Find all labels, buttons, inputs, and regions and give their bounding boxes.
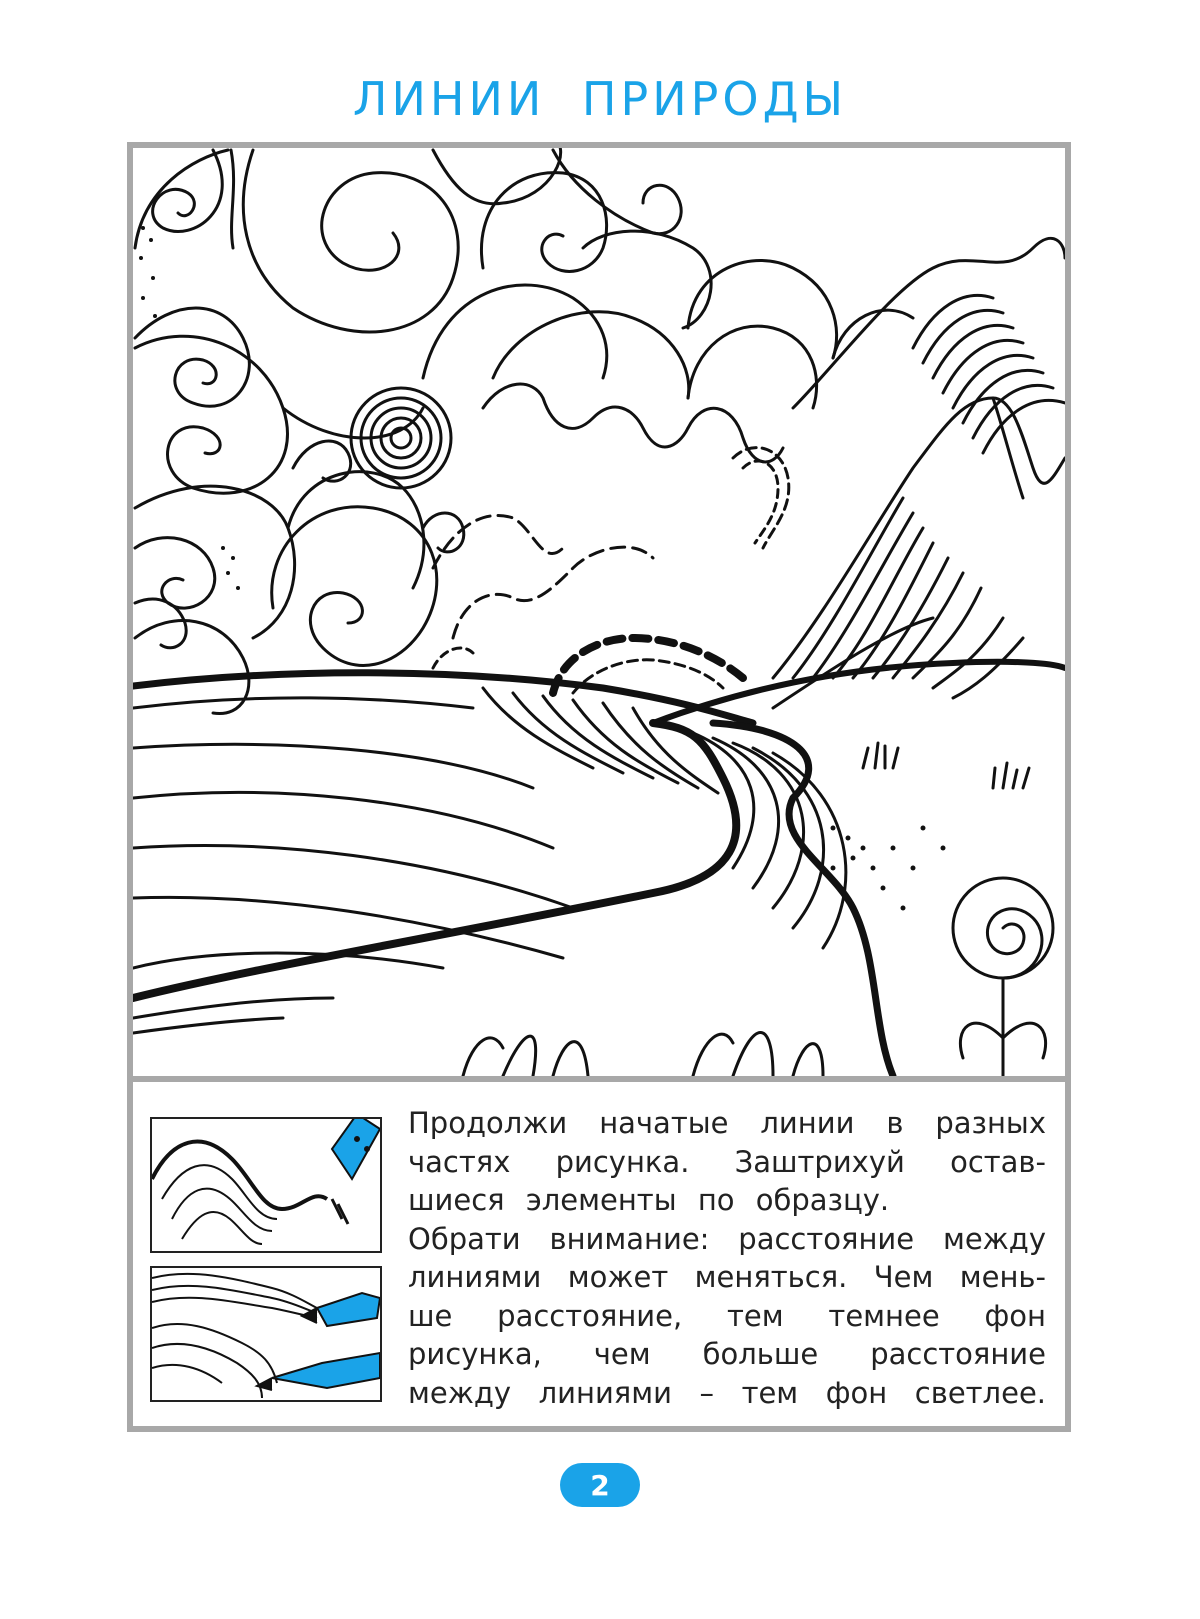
instruction-line: линиями может меняться. Чем мень- (408, 1260, 1046, 1294)
landscape-coloring-picture (133, 148, 1065, 1076)
instruction-line: Продолжи начатые линии в разных (408, 1106, 1046, 1140)
mountains (773, 238, 1065, 708)
page-number-badge: 2 (560, 1463, 640, 1507)
instruction-line: рисунка, чем больше расстояние (408, 1337, 1046, 1371)
instruction-line: Обрати внимание: расстояние между (408, 1221, 1046, 1256)
shading-example-mountain (150, 1117, 382, 1253)
instruction-line: частях рисунка. Заштрихуй остав- (408, 1144, 1046, 1179)
page-title: ЛИНИИ ПРИРОДЫ (352, 72, 848, 126)
instruction-line: между линиями – тем фон светлее. (408, 1375, 1046, 1410)
sun-and-hills (133, 638, 1065, 1076)
instruction-line: ше расстояние, тем темнее фон (408, 1298, 1046, 1333)
swirl-clouds (135, 148, 913, 714)
instructions-text (408, 1104, 1046, 1412)
frame-divider (127, 1076, 1071, 1082)
instruction-line: шиеся элементы по образцу. (408, 1183, 890, 1217)
shading-example-waves (150, 1266, 382, 1402)
